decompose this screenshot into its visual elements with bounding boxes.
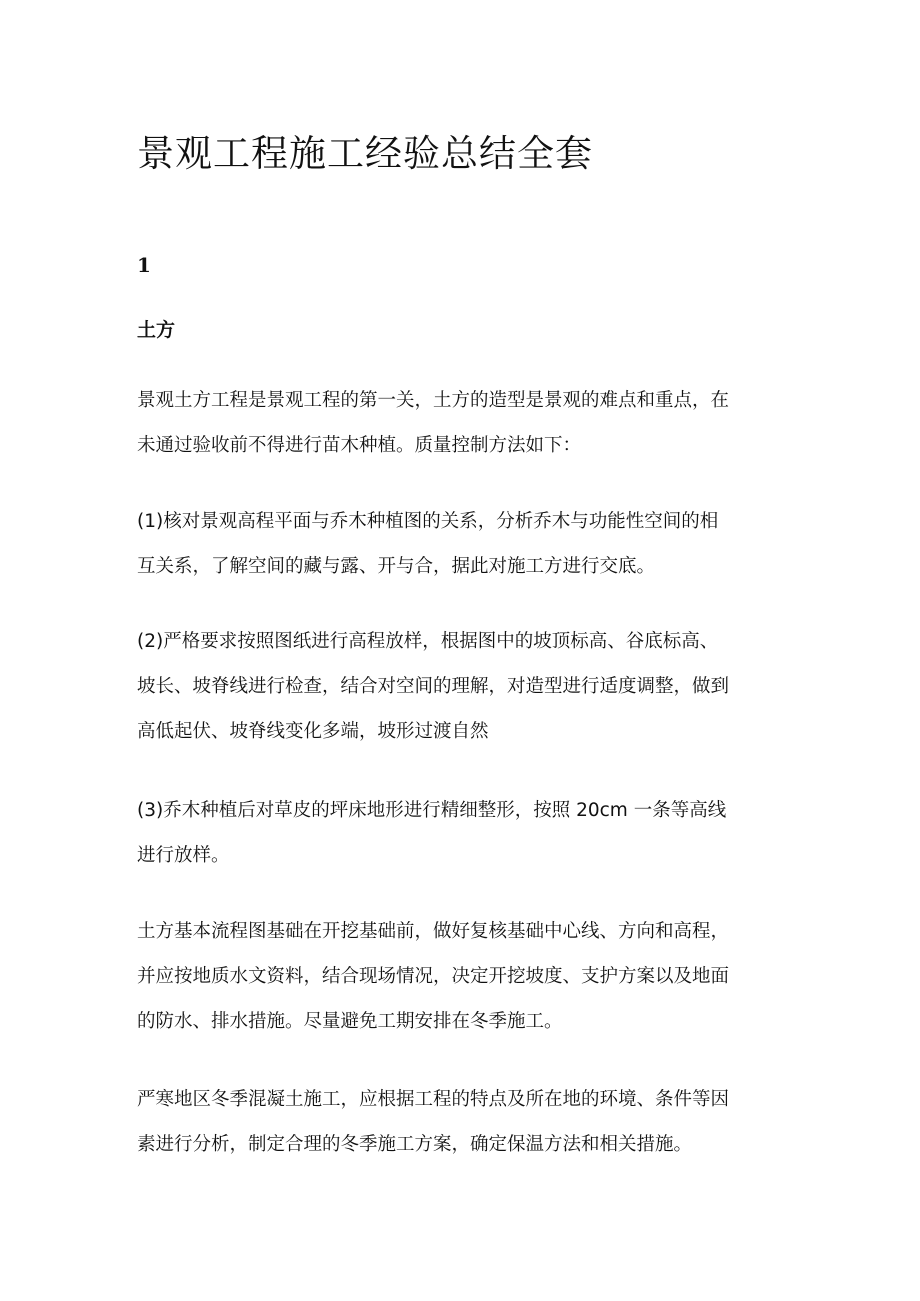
document-title: 景观工程施工经验总结全套 [137, 132, 593, 175]
section-number: 1 [137, 253, 151, 277]
paragraph-line: 互关系，了解空间的藏与露、开与合，据此对施工方进行交底。 [137, 556, 656, 577]
paragraph-line: 的防水、排水措施。尽量避免工期安排在冬季施工。 [137, 1011, 563, 1032]
paragraph-process [137, 909, 787, 1044]
section-title: 土方 [137, 319, 176, 341]
paragraph-line: 严寒地区冬季混凝土施工，应根据工程的特点及所在地的环境、条件等因 [137, 1089, 730, 1110]
paragraph-line: 未通过验收前不得进行苗木种植。质量控制方法如下： [137, 435, 582, 456]
paragraph-item-1 [137, 499, 787, 589]
paragraph-line: 高低起伏、坡脊线变化多端，坡形过渡自然 [137, 721, 489, 742]
paragraph-item-3 [137, 788, 787, 878]
paragraph-line: 土方基本流程图基础在开挖基础前，做好复核基础中心线、方向和高程， [137, 921, 730, 942]
paragraph-line: (3)乔木种植后对草皮的坪床地形进行精细整形，按照 20cm 一条等高线 [137, 800, 727, 821]
paragraph-item-2 [137, 619, 787, 754]
paragraph-line: (1)核对景观高程平面与乔木种植图的关系，分析乔木与功能性空间的相 [137, 511, 719, 532]
paragraph-line: (2)严格要求按照图纸进行高程放样，根据图中的坡顶标高、谷底标高、 [137, 631, 719, 652]
paragraph-line: 并应按地质水文资料，结合现场情况，决定开挖坡度、支护方案以及地面 [137, 966, 730, 987]
paragraph-line: 素进行分析，制定合理的冬季施工方案，确定保温方法和相关措施。 [137, 1134, 693, 1155]
paragraph-line: 坡长、坡脊线进行检查，结合对空间的理解，对造型进行适度调整，做到 [137, 676, 730, 697]
paragraph-intro [137, 378, 787, 468]
paragraph-line: 进行放样。 [137, 845, 230, 866]
paragraph-winter [137, 1077, 787, 1167]
paragraph-line: 景观土方工程是景观工程的第一关，土方的造型是景观的难点和重点，在 [137, 390, 730, 411]
